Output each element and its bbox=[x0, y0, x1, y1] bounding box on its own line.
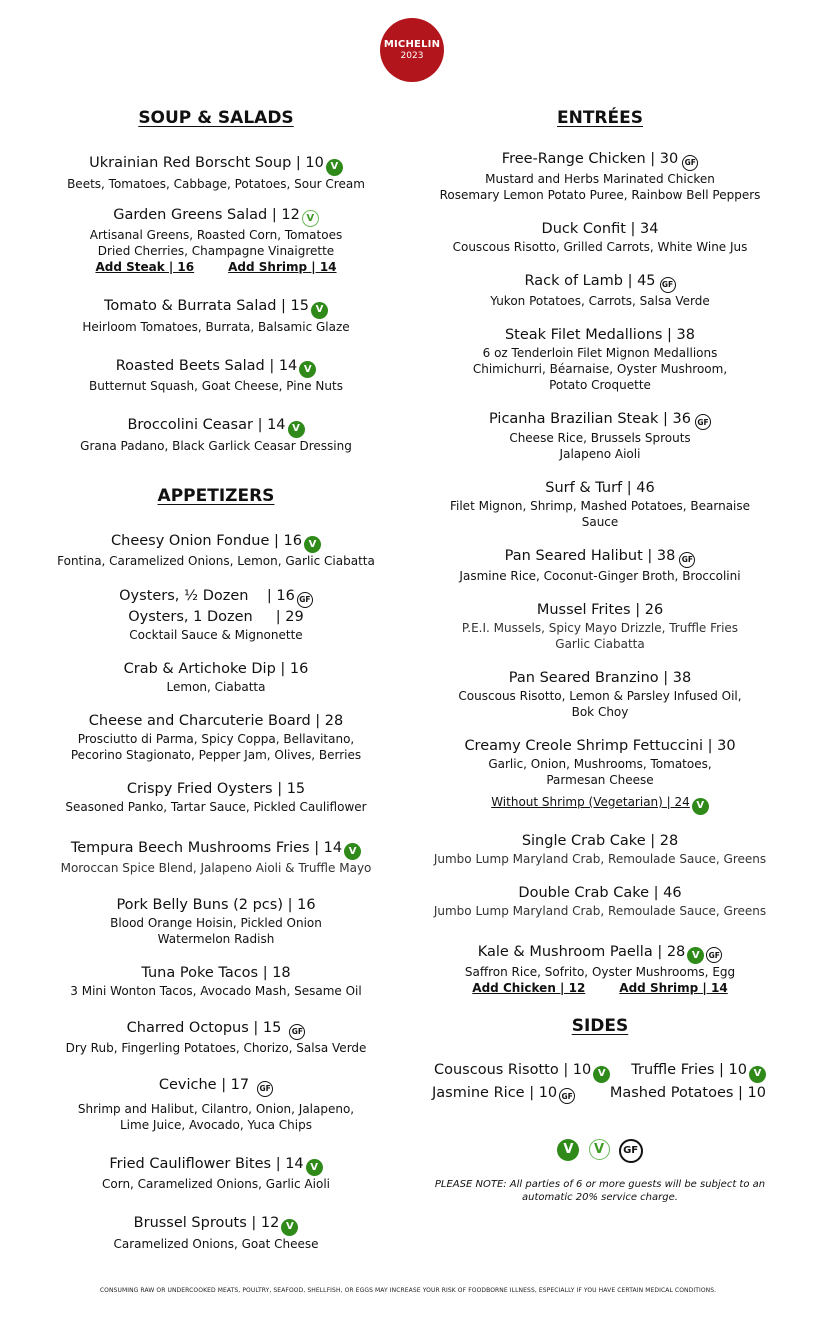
menu-item bbox=[420, 326, 780, 393]
menu-item bbox=[420, 272, 780, 309]
addon-steak: Add Steak | 16 bbox=[95, 260, 195, 274]
gluten-free-icon: GF bbox=[695, 414, 711, 430]
vegetarian-icon: V bbox=[299, 361, 316, 378]
item-name: Ukrainian Red Borscht Soup | 10 bbox=[89, 155, 324, 171]
item-name: Tomato & Burrata Salad | 15 bbox=[104, 298, 309, 314]
vegetarian-icon: V bbox=[687, 947, 704, 964]
item-name: Oysters, ½ Dozen | 16 bbox=[119, 588, 295, 604]
item-name: Brussel Sprouts | 12 bbox=[133, 1215, 280, 1232]
vegetarian-icon: V bbox=[557, 1139, 579, 1161]
gluten-free-icon: GF bbox=[706, 947, 722, 963]
item-name: Surf & Turf | 46 bbox=[545, 480, 655, 497]
vegetarian-icon: V bbox=[692, 798, 709, 815]
addon-options bbox=[36, 259, 396, 275]
side-name: Jasmine Rice | 10 bbox=[432, 1084, 558, 1101]
item-desc: Fontina, Caramelized Onions, Lemon, Garlic Ciabatta bbox=[57, 554, 375, 568]
vegetarian-icon: V bbox=[288, 421, 305, 438]
michelin-badge bbox=[380, 18, 444, 82]
side-item bbox=[434, 1060, 610, 1083]
side-item bbox=[631, 1060, 766, 1083]
item-name: Fried Cauliflower Bites | 14 bbox=[109, 1155, 304, 1172]
item-name: Pan Seared Halibut | 38 bbox=[504, 548, 676, 565]
vegetarian-icon: V bbox=[326, 159, 343, 176]
item-desc: Garlic, Onion, Mushrooms, Tomatoes, bbox=[488, 757, 712, 771]
menu-item bbox=[36, 896, 396, 947]
service-charge-note: PLEASE NOTE: All parties of 6 or more guests will be subject to an automatic 20% service charge. bbox=[434, 1179, 766, 1203]
vegetarian-icon: V bbox=[344, 843, 361, 860]
item-name: Roasted Beets Salad | 14 bbox=[115, 357, 298, 374]
item-name: Tempura Beech Mushrooms Fries | 14 bbox=[70, 839, 343, 856]
item-name: Single Crab Cake | 28 bbox=[521, 832, 679, 849]
vegetarian-icon: V bbox=[593, 1066, 610, 1083]
menu-item bbox=[36, 712, 396, 763]
vegetarian-icon: V bbox=[749, 1066, 766, 1083]
menu-item bbox=[420, 479, 780, 530]
appetizers-title: APPETIZERS bbox=[157, 485, 275, 506]
menu-item bbox=[420, 410, 780, 463]
food-safety-disclaimer: CONSUMING RAW OR UNDERCOOKED MEATS, POULTRY, SEAFOOD, SHELLFISH, OR EGGS MAY INCREASE YOUR RISK OF FOODBORNE ILLNESS, ESPECIALLY IF YOU HAVE CERTAIN MEDICAL CONDITIONS. bbox=[99, 1287, 717, 1294]
side-item bbox=[432, 1083, 575, 1105]
menu-item bbox=[36, 357, 396, 395]
menu-item bbox=[36, 587, 396, 643]
item-name: Cheese and Charcuterie Board | 28 bbox=[88, 712, 344, 729]
item-desc: Pecorino Stagionato, Pepper Jam, Olives, Berries bbox=[70, 747, 362, 762]
menu-item bbox=[420, 832, 780, 867]
gluten-free-icon: GF bbox=[660, 277, 676, 293]
menu-item bbox=[420, 220, 780, 255]
menu-item bbox=[36, 780, 396, 815]
item-desc: Butternut Squash, Goat Cheese, Pine Nuts bbox=[89, 379, 343, 393]
item-name: Tuna Poke Tacos | 18 bbox=[141, 965, 291, 982]
menu-item bbox=[36, 660, 396, 695]
left-column bbox=[36, 108, 396, 1252]
item-desc: Saffron Rice, Sofrito, Oyster Mushrooms, Egg bbox=[464, 965, 736, 979]
addon-shrimp: Add Shrimp | 14 bbox=[619, 981, 728, 995]
item-desc: Garlic Ciabatta bbox=[555, 637, 645, 651]
item-desc: Watermelon Radish bbox=[157, 932, 275, 947]
addon-chicken: Add Chicken | 12 bbox=[472, 981, 586, 995]
item-name: Garden Greens Salad | 12 bbox=[113, 206, 300, 223]
menu-item bbox=[36, 1019, 396, 1056]
item-name: Rack of Lamb | 45 bbox=[524, 272, 656, 289]
item-name: Mussel Frites | 26 bbox=[536, 602, 664, 618]
side-name: Truffle Fries | 10 bbox=[631, 1062, 747, 1078]
item-desc: Corn, Caramelized Onions, Garlic Aioli bbox=[102, 1177, 330, 1192]
item-name: Broccolini Ceasar | 14 bbox=[127, 417, 286, 433]
gluten-free-icon: GF bbox=[559, 1088, 575, 1104]
side-name: Couscous Risotto | 10 bbox=[434, 1062, 592, 1078]
menu-item bbox=[36, 206, 396, 276]
addon-options bbox=[420, 980, 780, 996]
item-desc: 3 Mini Wonton Tacos, Avocado Mash, Sesame Oil bbox=[70, 984, 362, 999]
item-desc: Dried Cherries, Champagne Vinaigrette bbox=[97, 244, 335, 258]
soup-salads-title: SOUP & SALADS bbox=[138, 108, 294, 128]
menu-item bbox=[420, 150, 780, 203]
item-desc: Beets, Tomatoes, Cabbage, Potatoes, Sour Cream bbox=[67, 176, 365, 191]
item-desc: Cocktail Sauce & Mignonette bbox=[129, 627, 303, 642]
gluten-free-icon: GF bbox=[682, 155, 698, 171]
entrees-title: ENTRÉES bbox=[557, 108, 643, 128]
item-desc: Couscous Risotto, Lemon & Parsley Infused Oil, bbox=[458, 689, 742, 703]
item-desc: Caramelized Onions, Goat Cheese bbox=[113, 1236, 319, 1251]
item-desc: Blood Orange Hoisin, Pickled Onion bbox=[110, 916, 322, 931]
item-desc: Filet Mignon, Shrimp, Mashed Potatoes, Bearnaise bbox=[449, 499, 751, 514]
gluten-free-icon: GF bbox=[289, 1024, 305, 1040]
item-desc: Shrimp and Halibut, Cilantro, Onion, Jalapeno, bbox=[77, 1101, 355, 1116]
menu-item bbox=[420, 884, 780, 919]
item-desc: Dry Rub, Fingerling Potatoes, Chorizo, Salsa Verde bbox=[65, 1041, 367, 1055]
item-desc: Seasoned Panko, Tartar Sauce, Pickled Cauliflower bbox=[65, 799, 367, 814]
item-name: Pork Belly Buns (2 pcs) | 16 bbox=[116, 897, 316, 914]
item-name: Pan Seared Branzino | 38 bbox=[508, 670, 692, 686]
item-name: Crispy Fried Oysters | 15 bbox=[126, 780, 306, 797]
item-desc: Grana Padano, Black Garlick Ceasar Dressing bbox=[80, 438, 352, 453]
vegetarian-icon: V bbox=[304, 536, 321, 553]
item-name: Steak Filet Medallions | 38 bbox=[504, 326, 696, 343]
item-desc: Potato Croquette bbox=[549, 377, 651, 392]
item-desc: Parmesan Cheese bbox=[546, 773, 654, 787]
badge-year: 2023 bbox=[400, 51, 424, 61]
item-name: Cheesy Onion Fondue | 16 bbox=[111, 532, 302, 549]
menu-item bbox=[36, 416, 396, 454]
menu-item bbox=[420, 943, 780, 997]
item-name: Kale & Mushroom Paella | 28 bbox=[477, 943, 686, 960]
dietary-legend bbox=[420, 1136, 780, 1163]
vegan-icon: V bbox=[589, 1139, 610, 1160]
vegetarian-icon: V bbox=[281, 1219, 298, 1236]
gluten-free-icon: GF bbox=[257, 1081, 273, 1097]
item-desc: Jasmine Rice, Coconut-Ginger Broth, Broccolini bbox=[459, 569, 741, 583]
menu-item bbox=[36, 1076, 396, 1133]
menu-item bbox=[420, 601, 780, 652]
menu-item bbox=[420, 737, 780, 815]
item-desc: Lemon, Ciabatta bbox=[166, 679, 266, 694]
sides-list bbox=[420, 1060, 780, 1104]
item-name: Duck Confit | 34 bbox=[541, 220, 659, 237]
item-name: Double Crab Cake | 46 bbox=[518, 884, 682, 901]
menu-item bbox=[420, 669, 780, 720]
menu-item bbox=[420, 547, 780, 584]
gluten-free-icon: GF bbox=[619, 1139, 643, 1163]
vegetarian-icon: V bbox=[306, 1159, 323, 1176]
item-desc: Rosemary Lemon Potato Puree, Rainbow Bell Peppers bbox=[439, 187, 761, 202]
vegetarian-icon: V bbox=[311, 302, 328, 319]
right-column bbox=[420, 108, 780, 1036]
item-name-secondary: Oysters, 1 Dozen | 29 bbox=[128, 608, 304, 625]
item-desc: Jumbo Lump Maryland Crab, Remoulade Sauce, Greens bbox=[433, 851, 767, 866]
gluten-free-icon: GF bbox=[679, 552, 695, 568]
item-desc: Mustard and Herbs Marinated Chicken bbox=[485, 171, 715, 186]
item-name: Creamy Creole Shrimp Fettuccini | 30 bbox=[464, 738, 736, 754]
vegetarian-option: Without Shrimp (Vegetarian) | 24 bbox=[491, 795, 690, 809]
menu-item bbox=[36, 154, 396, 192]
item-desc: Jumbo Lump Maryland Crab, Remoulade Sauce, Greens bbox=[433, 903, 767, 918]
item-name: Ceviche | 17 bbox=[158, 1077, 250, 1093]
menu-item bbox=[36, 839, 396, 877]
item-name: Free-Range Chicken | 30 bbox=[501, 151, 679, 167]
item-desc: Heirloom Tomatoes, Burrata, Balsamic Glaze bbox=[82, 319, 350, 334]
item-name: Picanha Brazilian Steak | 36 bbox=[488, 410, 691, 427]
menu-item bbox=[36, 1214, 396, 1252]
item-desc: Yukon Potatoes, Carrots, Salsa Verde bbox=[490, 293, 710, 308]
menu-item bbox=[36, 297, 396, 335]
item-name: Crab & Artichoke Dip | 16 bbox=[123, 660, 309, 677]
menu-item bbox=[36, 1155, 396, 1193]
item-desc: Couscous Risotto, Grilled Carrots, White Wine Jus bbox=[452, 239, 748, 254]
sides-title: SIDES bbox=[571, 1016, 629, 1036]
menu-item bbox=[36, 532, 396, 570]
addon-shrimp: Add Shrimp | 14 bbox=[228, 260, 337, 274]
badge-title: MICHELIN bbox=[383, 39, 441, 50]
item-desc: Moroccan Spice Blend, Jalapeno Aioli & Truffle Mayo bbox=[60, 861, 372, 876]
item-desc: Cheese Rice, Brussels Sprouts bbox=[509, 431, 691, 446]
item-desc: Prosciutto di Parma, Spicy Coppa, Bellavitano, bbox=[77, 731, 355, 746]
item-desc: P.E.I. Mussels, Spicy Mayo Drizzle, Truffle Fries bbox=[461, 621, 739, 635]
side-item: Mashed Potatoes | 10 bbox=[609, 1084, 766, 1101]
item-desc: Chimichurri, Béarnaise, Oyster Mushroom, bbox=[472, 361, 728, 376]
item-desc: Lime Juice, Avocado, Yuca Chips bbox=[120, 1117, 312, 1132]
item-name: Charred Octopus | 15 bbox=[126, 1020, 282, 1037]
item-desc: Jalapeno Aioli bbox=[559, 447, 641, 462]
item-desc: Sauce bbox=[581, 515, 619, 530]
item-desc: Bok Choy bbox=[571, 705, 629, 719]
item-desc: Artisanal Greens, Roasted Corn, Tomatoes bbox=[89, 228, 343, 242]
menu-item bbox=[36, 964, 396, 999]
vegan-icon: V bbox=[302, 210, 319, 227]
item-desc: 6 oz Tenderloin Filet Mignon Medallions bbox=[482, 345, 718, 360]
gluten-free-icon: GF bbox=[297, 592, 313, 608]
